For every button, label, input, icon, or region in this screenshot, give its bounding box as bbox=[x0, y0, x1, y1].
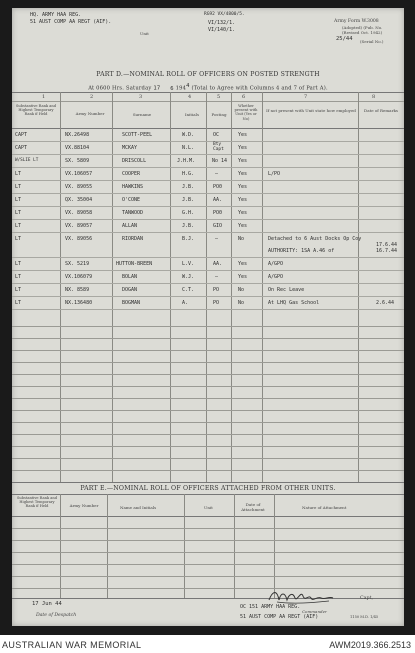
table-row bbox=[12, 284, 404, 297]
cell-initials: J.B. bbox=[182, 223, 195, 229]
form-number: Army Form W.3008 bbox=[334, 19, 379, 24]
cell-rank: LT bbox=[15, 261, 22, 267]
cell-posting: — bbox=[215, 274, 219, 280]
cell-rank: LT bbox=[15, 300, 22, 306]
cell-initials: C.T. bbox=[182, 287, 195, 293]
cell-initials: H.G. bbox=[182, 171, 195, 177]
cell-number: VX.106079 bbox=[65, 274, 93, 280]
signatory-rank: Capt, bbox=[360, 596, 374, 601]
cell-surname: COOPER bbox=[122, 171, 141, 177]
col-header-employed: If not present with Unit state how employed bbox=[266, 108, 356, 113]
cell-present: Yes bbox=[238, 132, 248, 138]
ruled-line bbox=[12, 326, 404, 327]
part-d-date-line bbox=[12, 83, 404, 92]
cell-number: NX.26498 bbox=[65, 132, 90, 138]
table-row bbox=[12, 233, 404, 258]
ruled-line bbox=[12, 422, 404, 423]
part-e-col-unit: Unit bbox=[204, 505, 213, 510]
col-num-1: 1 bbox=[42, 94, 46, 100]
cell-rank: LT bbox=[15, 210, 22, 216]
cell-surname: DOGAN bbox=[122, 287, 138, 293]
dispatch-label: Date of Despatch bbox=[36, 613, 77, 618]
cell-present: No bbox=[238, 236, 245, 242]
cell-rank: LT bbox=[15, 197, 22, 203]
ruled-line bbox=[12, 350, 404, 351]
ruled-line bbox=[12, 540, 404, 541]
cell-posting: GIO bbox=[213, 223, 223, 229]
rule bbox=[12, 101, 404, 102]
cell-note: Detached to 6 Aust Docks Op Coy bbox=[268, 236, 362, 242]
cell-number: NX.136480 bbox=[65, 300, 93, 306]
form-adopted: (Adopted) (Pub. No. bbox=[342, 25, 383, 30]
table-row bbox=[12, 258, 404, 271]
col-header-initials: Initials bbox=[184, 112, 200, 117]
serial-label: (Serial No.) bbox=[360, 39, 384, 44]
col-header-date-remarks: Date of Remarks bbox=[364, 108, 398, 113]
ruled-line bbox=[12, 410, 404, 411]
cell-surname: SCOTT-PEEL bbox=[122, 132, 153, 138]
cell-surname: BOLAN bbox=[122, 274, 138, 280]
ruled-line bbox=[12, 528, 404, 529]
table-row bbox=[12, 207, 404, 220]
part-e-col-rank: Substantive Rank and Highest Temporary Rank if Held bbox=[16, 496, 58, 509]
cell-number: QX. 35004 bbox=[65, 197, 93, 203]
col-num-5: 5 bbox=[217, 94, 221, 100]
cell-note: L/PO bbox=[268, 171, 281, 177]
cell-initials: J.B. bbox=[182, 197, 195, 203]
cell-number: SX. 5219 bbox=[65, 261, 90, 267]
cell-present: No bbox=[238, 287, 245, 293]
cell-present: Yes bbox=[238, 210, 248, 216]
signatory-line-2: 51 AUST COMP AA REGT (AIF) bbox=[240, 614, 319, 620]
part-e-col-date: Date of Attachment bbox=[241, 502, 265, 512]
column-rule bbox=[234, 494, 235, 598]
rule bbox=[12, 482, 404, 483]
print-reference: 1150 M.D. 1/45 bbox=[350, 615, 379, 619]
table-row bbox=[12, 181, 404, 194]
cell-date: 16.7.44 bbox=[376, 248, 398, 254]
col-num-7: 7 bbox=[304, 94, 308, 100]
cell-posting: OC bbox=[213, 132, 220, 138]
cell-present: Yes bbox=[238, 171, 248, 177]
table-row bbox=[12, 297, 404, 310]
ruled-line bbox=[12, 446, 404, 447]
rule bbox=[12, 598, 404, 599]
cell-initials: N.L. bbox=[182, 145, 195, 151]
ref-2: VI/140/1. bbox=[208, 27, 236, 33]
column-rule bbox=[60, 494, 61, 598]
cell-present: Yes bbox=[238, 261, 248, 267]
cell-rank: LT bbox=[15, 184, 22, 190]
col-num-6: 6 bbox=[242, 94, 246, 100]
ruled-line bbox=[12, 470, 404, 471]
cell-present: Yes bbox=[238, 158, 248, 164]
cell-posting: PO0 bbox=[213, 184, 223, 190]
cell-number: VX. 89058 bbox=[65, 210, 93, 216]
cell-date: 17.6.44 bbox=[376, 242, 398, 248]
ref-top: RG92 VX/4800/5. bbox=[204, 12, 245, 17]
table-row bbox=[12, 194, 404, 207]
cell-surname: MCKAY bbox=[122, 145, 138, 151]
cell-number: VX. 89057 bbox=[65, 223, 93, 229]
table-row bbox=[12, 142, 404, 155]
caption-left: AUSTRALIAN WAR MEMORIAL bbox=[2, 640, 142, 650]
ruled-line bbox=[12, 458, 404, 459]
cell-initials: W.J. bbox=[182, 274, 195, 280]
document-page bbox=[12, 8, 404, 626]
date-year: 4 bbox=[186, 83, 190, 89]
part-e-col-nature: Nature of Attachment bbox=[302, 505, 347, 510]
date-prefix: At 0600 Hrs. Saturday bbox=[88, 85, 152, 92]
date-month: 6 bbox=[170, 85, 174, 92]
cell-surname: O'CONE bbox=[122, 197, 141, 203]
part-e-col-number: Army Number bbox=[69, 503, 99, 508]
cell-posting: — bbox=[215, 171, 219, 177]
column-rule bbox=[107, 494, 108, 598]
dispatch-date: 17 Jun 44 bbox=[32, 601, 62, 607]
cell-rank: W/SLIE LT bbox=[15, 158, 39, 163]
cell-rank: LT bbox=[15, 274, 22, 280]
cell-posting: Bty Capt bbox=[213, 142, 224, 152]
cell-note: On Rec Leave bbox=[268, 287, 305, 293]
col-header-posting: Posting bbox=[211, 112, 227, 117]
signatory-label: Commander bbox=[302, 609, 327, 614]
column-rule bbox=[184, 494, 185, 598]
serial-number: 25/44 bbox=[336, 36, 353, 42]
unit-line-2: 51 AUST COMP AA REGT (AIF). bbox=[30, 19, 112, 25]
ruled-line bbox=[12, 374, 404, 375]
rule bbox=[12, 92, 404, 93]
col-num-4: 4 bbox=[188, 94, 192, 100]
ruled-line bbox=[12, 386, 404, 387]
col-num-3: 3 bbox=[139, 94, 143, 100]
cell-posting: PO0 bbox=[213, 210, 223, 216]
cell-number: VX.88104 bbox=[65, 145, 90, 151]
cell-posting: PO bbox=[213, 287, 220, 293]
form-revised: (Revised Oct. 1942) bbox=[342, 30, 383, 35]
date-day: 17 bbox=[153, 85, 161, 92]
cell-rank: CAPT bbox=[15, 145, 28, 151]
cell-initials: A. bbox=[182, 300, 189, 306]
cell-rank: CAPT bbox=[15, 132, 28, 138]
column-rule bbox=[274, 494, 275, 598]
col-header-army-number: Army Number bbox=[75, 111, 105, 116]
unit-line-1: HQ. ARMY HAA REG. bbox=[30, 12, 82, 18]
date-year-prefix: 194 bbox=[175, 85, 187, 92]
cell-rank: LT bbox=[15, 171, 22, 177]
cell-present: Yes bbox=[238, 197, 248, 203]
ruled-line bbox=[12, 398, 404, 399]
cell-present: No bbox=[238, 300, 245, 306]
table-row bbox=[12, 271, 404, 284]
cell-posting: No 14 bbox=[212, 158, 228, 164]
cell-number: SX. 5809 bbox=[65, 158, 90, 164]
ruled-line bbox=[12, 434, 404, 435]
cell-present: Yes bbox=[238, 274, 248, 280]
col-header-rank: Substantive Rank and Highest Temporary Rank if Held bbox=[15, 104, 57, 117]
cell-surname: DRISCOLL bbox=[122, 158, 147, 164]
col-num-8: 8 bbox=[372, 94, 376, 100]
cell-note: At LHQ Gas School bbox=[268, 300, 320, 306]
table-row bbox=[12, 168, 404, 181]
date-suffix: (Total to Agree with Columns 4 and 7 of Part A). bbox=[191, 85, 328, 92]
cell-initials: J.H.M. bbox=[177, 158, 196, 164]
cell-posting: AA. bbox=[213, 261, 223, 267]
cell-rank: LT bbox=[15, 236, 22, 242]
cell-number: VX. 89055 bbox=[65, 184, 93, 190]
cell-posting: PO bbox=[213, 300, 220, 306]
cell-initials: G.H. bbox=[182, 210, 195, 216]
cell-rank: LT bbox=[15, 287, 22, 293]
col-num-2: 2 bbox=[90, 94, 94, 100]
cell-number: VX. 89056 bbox=[65, 236, 93, 242]
cell-surname: HAWKINS bbox=[122, 184, 144, 190]
ruled-line bbox=[12, 552, 404, 553]
cell-surname: TANWOOD bbox=[122, 210, 144, 216]
ruled-line bbox=[12, 362, 404, 363]
cell-posting: AA. bbox=[213, 197, 223, 203]
signatory-line-1: OC 151 ARMY HAA REG. bbox=[240, 604, 301, 610]
cell-number: VX.106057 bbox=[65, 171, 93, 177]
part-d-title: PART D.—NOMINAL ROLL OF OFFICERS ON POSTED STRENGTH bbox=[96, 71, 320, 78]
caption-right: AWM2019.366.2513 bbox=[329, 640, 411, 650]
rule bbox=[12, 516, 404, 517]
col-header-present: Whether present with Unit (Yes or No) bbox=[234, 104, 258, 121]
cell-rank: LT bbox=[15, 223, 22, 229]
unit-label: Unit bbox=[140, 31, 149, 36]
rule bbox=[12, 494, 404, 495]
table-row bbox=[12, 220, 404, 233]
ruled-line bbox=[12, 564, 404, 565]
cell-date: 2.6.44 bbox=[376, 300, 395, 306]
cell-surname: RIORDAN bbox=[122, 236, 144, 242]
cell-surname: BOGMAN bbox=[122, 300, 141, 306]
table-row bbox=[12, 129, 404, 142]
cell-initials: L.V. bbox=[182, 261, 195, 267]
cell-posting: — bbox=[215, 236, 219, 242]
cell-note: A/GPO bbox=[268, 274, 284, 280]
ref-1: VI/132/1. bbox=[208, 20, 236, 26]
cell-present: Yes bbox=[238, 145, 248, 151]
cell-note: AUTHORITY: 1SA A.46 of bbox=[268, 248, 335, 254]
cell-initials: J.B. bbox=[182, 184, 195, 190]
cell-present: Yes bbox=[238, 184, 248, 190]
cell-surname: HUTTON-BREEN bbox=[116, 261, 153, 267]
table-row bbox=[12, 155, 404, 168]
ruled-line bbox=[12, 576, 404, 577]
cell-present: Yes bbox=[238, 223, 248, 229]
cell-note: A/GPO bbox=[268, 261, 284, 267]
cell-initials: B.J. bbox=[182, 236, 195, 242]
ruled-line bbox=[12, 588, 404, 589]
part-e-title: PART E.—NOMINAL ROLL OF OFFICERS ATTACHED FROM OTHER UNITS. bbox=[80, 485, 336, 492]
cell-number: NX. 8589 bbox=[65, 287, 90, 293]
cell-surname: ALLAN bbox=[122, 223, 138, 229]
cell-initials: W.D. bbox=[182, 132, 195, 138]
ruled-line bbox=[12, 338, 404, 339]
part-e-col-name: Name and Initials bbox=[120, 505, 157, 510]
col-header-surname: Surname bbox=[132, 112, 152, 117]
